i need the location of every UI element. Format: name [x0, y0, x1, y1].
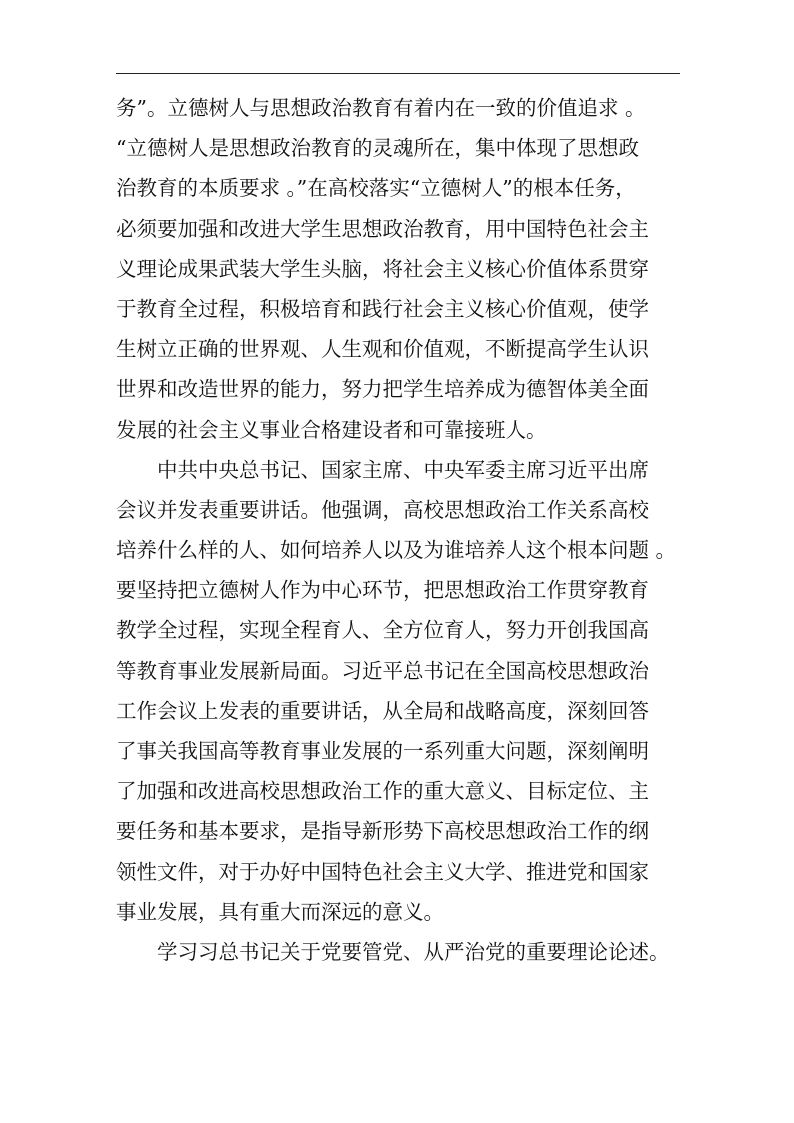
- text-line: “立德树人是思想政治教育的灵魂所在，集中体现了思想政: [116, 136, 639, 161]
- text-line: 义理论成果武装大学生头脑，将社会主义核心价值体系贯穿: [116, 256, 649, 281]
- text-line: 教学全过程，实现全程育人、全方位育人，努力开创我国高: [116, 618, 649, 643]
- text-line: 要任务和基本要求，是指导新形势下高校思想政治工作的纲: [116, 819, 649, 844]
- text-line: 等教育事业发展新局面。习近平总书记在全国高校思想政治: [116, 658, 649, 683]
- text-line: 了事关我国高等教育事业发展的一系列重大问题，深刻阐明: [116, 739, 649, 763]
- text-line: 治教育的本质要求 。”在高校落实“立德树人”的根本任务，: [116, 176, 636, 201]
- paragraph-start-line: 学习习总书记关于党要管党、从严治党的重要理论论述。: [157, 939, 670, 964]
- text-line: 于教育全过程，积极培育和践行社会主义核心价值观，使学: [116, 296, 649, 321]
- header-rule: [116, 73, 680, 74]
- text-line: 了加强和改进高校思想政治工作的重大意义、目标定位、主: [116, 779, 649, 804]
- text-line: 领性文件，对于办好中国特色社会主义大学、推进党和国家: [116, 859, 649, 884]
- text-line: 务”。立德树人与思想政治教育有着内在一致的价值追求 。: [116, 96, 646, 120]
- paragraph-start-line: 中共中央总书记、国家主席、中央军委主席习近平出席: [157, 457, 649, 482]
- text-line: 培养什么样的人、如何培养人以及为谁培养人这个根本问题 。: [116, 538, 677, 563]
- document-body: [116, 88, 682, 972]
- text-line: 要坚持把立德树人作为中心环节，把思想政治工作贯穿教育: [116, 578, 649, 603]
- text-line: 发展的社会主义事业合格建设者和可靠接班人。: [116, 417, 547, 442]
- text-line: 世界和改造世界的能力，努力把学生培养成为德智体美全面: [116, 377, 649, 402]
- text-line: 生树立正确的世界观、人生观和价值观，不断提高学生认识: [116, 337, 649, 362]
- text-line: 必须要加强和改进大学生思想政治教育，用中国特色社会主: [116, 216, 649, 241]
- text-line: 事业发展，具有重大而深远的意义。: [116, 899, 444, 924]
- text-line: 工作会议上发表的重要讲话，从全局和战略高度，深刻回答: [116, 698, 649, 723]
- text-line: 会议并发表重要讲话。他强调，高校思想政治工作关系高校: [116, 497, 649, 522]
